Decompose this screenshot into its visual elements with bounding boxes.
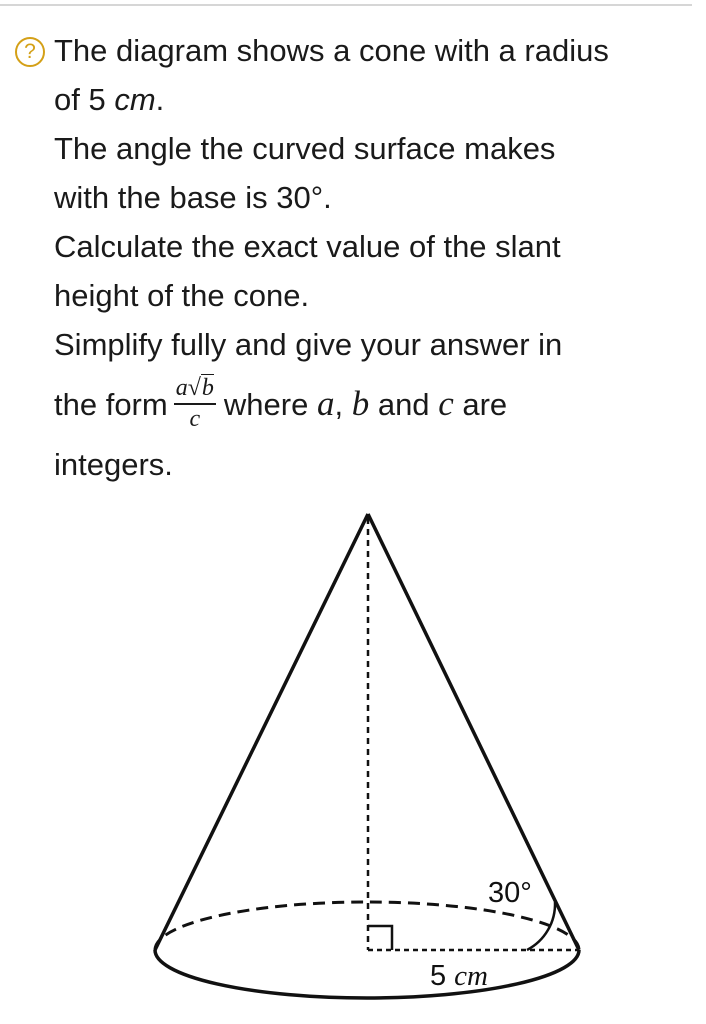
cone-base-front-edge (155, 950, 579, 998)
question-line-6: height of the cone. (54, 278, 310, 313)
variable-a: a (316, 384, 335, 423)
cone-right-slant (368, 514, 579, 950)
question-circle-icon: ? (15, 37, 45, 67)
angle-arc (527, 902, 555, 950)
question-line-7: Simplify fully and give your answer in (54, 327, 563, 362)
variable-b: b (351, 384, 370, 423)
answer-form-fraction (174, 374, 216, 432)
question-text (54, 26, 694, 489)
variable-c: c (438, 384, 454, 423)
question-line-form: the form $\frac{a√b}{c}$ where a, b and c are (54, 374, 508, 432)
question-line-1: The diagram shows a cone with a radius (54, 33, 609, 68)
fraction-numerator: a√b (175, 374, 214, 401)
fraction-denominator: c (189, 405, 201, 432)
angle-label: 30° (488, 877, 532, 909)
top-divider (0, 4, 692, 6)
radius-label: 5 cm (430, 960, 488, 992)
unit-cm: cm (114, 82, 156, 117)
question-line-2: of 5 cm. (54, 82, 165, 117)
question-line-4: with the base is 30°. (54, 180, 332, 215)
question-line-5: Calculate the exact value of the slant (54, 229, 561, 264)
cone-left-slant (155, 514, 368, 950)
fraction-bar (174, 403, 216, 405)
question-line-3: The angle the curved surface makes (54, 131, 556, 166)
sqrt-symbol: √ (187, 374, 201, 401)
question-line-9: integers. (54, 447, 173, 482)
cone-diagram (0, 500, 706, 1024)
right-angle-marker (368, 926, 392, 950)
